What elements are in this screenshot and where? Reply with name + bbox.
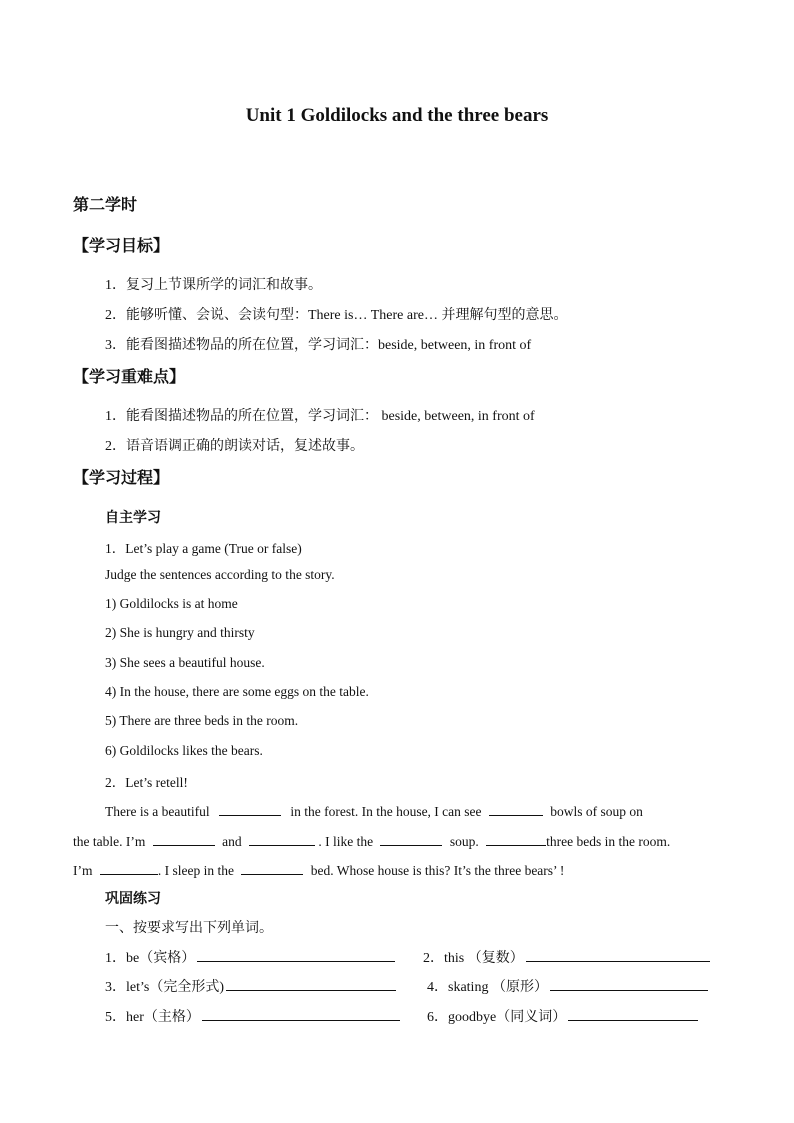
retell-blank[interactable] <box>153 831 215 846</box>
exercise-label: 3．let’s（完全形式) <box>105 980 224 995</box>
answer-line[interactable] <box>526 947 710 962</box>
retell-line-2 <box>73 831 670 850</box>
exercise-item <box>105 947 395 967</box>
exercise-item <box>105 1006 400 1026</box>
answer-line[interactable] <box>226 976 396 991</box>
retell-blank[interactable] <box>219 801 281 816</box>
true-false-sentence: 1) Goldilocks is at home <box>105 596 238 611</box>
exercise-label: 2．this （复数） <box>423 951 524 966</box>
keypoint-item: 1．能看图描述物品的所在位置，学习词汇： beside, between, in front of <box>105 409 535 424</box>
retell-text: and <box>222 834 242 849</box>
answer-line[interactable] <box>568 1006 698 1021</box>
exercise-label: 6．goodbye（同义词） <box>427 1010 567 1025</box>
true-false-sentence: 2) She is hungry and thirsty <box>105 625 255 640</box>
exercise-item <box>105 976 396 996</box>
practice-heading: 巩固练习 <box>105 892 161 907</box>
retell-line-3 <box>73 860 564 879</box>
page-title: Unit 1 Goldilocks and the three bears <box>245 105 549 126</box>
practice-instruction: 一、按要求写出下列单词。 <box>105 921 273 936</box>
exercise-item <box>427 976 708 996</box>
retell-title: 2．Let’s retell! <box>105 775 188 790</box>
retell-blank[interactable] <box>241 860 303 875</box>
retell-text: the table. I’m <box>73 834 146 849</box>
objective-item: 1．复习上节课所学的词汇和故事。 <box>105 278 322 293</box>
retell-text: three beds in the room. <box>546 834 671 849</box>
answer-line[interactable] <box>202 1006 400 1021</box>
retell-text: bowls of soup on <box>550 804 643 819</box>
exercise-label: 5．her（主格） <box>105 1010 200 1025</box>
retell-blank[interactable] <box>489 801 543 816</box>
true-false-sentence: 6) Goldilocks likes the bears. <box>105 743 263 758</box>
exercise-item <box>423 947 710 967</box>
process-heading: 【学习过程】 <box>73 470 170 487</box>
self-study-label: 自主学习 <box>105 511 161 526</box>
objective-item: 3．能看图描述物品的所在位置，学习词汇：beside, between, in front of <box>105 338 532 353</box>
exercise-label: 4．skating （原形） <box>427 980 548 995</box>
true-false-sentence: 3) She sees a beautiful house. <box>105 655 265 670</box>
retell-text: There is a beautiful <box>105 804 210 819</box>
retell-text: soup. <box>449 834 479 849</box>
game-title: 1．Let’s play a game (True or false) <box>105 541 302 556</box>
keypoints-heading: 【学习重难点】 <box>73 369 186 386</box>
retell-text: I’m <box>73 863 93 878</box>
true-false-sentence: 4) In the house, there are some eggs on the table. <box>105 684 369 699</box>
objective-item: 2．能够听懂、会说、会读句型：There is… There are… 并理解句型的意思。 <box>105 308 568 323</box>
retell-blank[interactable] <box>100 860 158 875</box>
exercise-item <box>427 1006 698 1026</box>
retell-blank[interactable] <box>249 831 315 846</box>
retell-blank[interactable] <box>486 831 546 846</box>
retell-text: . I sleep in the <box>157 863 234 878</box>
retell-blank[interactable] <box>380 831 442 846</box>
lesson-label: 第二学时 <box>73 197 138 214</box>
keypoint-item: 2．语音语调正确的朗读对话，复述故事。 <box>105 439 364 454</box>
true-false-sentence: 5) There are three beds in the room. <box>105 713 299 728</box>
retell-text: bed. Whose house is this? It’s the three bears’ ! <box>310 863 565 878</box>
judge-instruction: Judge the sentences according to the story. <box>105 567 335 582</box>
objectives-heading: 【学习目标】 <box>73 238 170 255</box>
exercise-label: 1．be（宾格） <box>105 951 196 966</box>
answer-line[interactable] <box>197 947 395 962</box>
retell-text: . I like the <box>318 834 374 849</box>
retell-text: in the forest. In the house, I can see <box>290 804 482 819</box>
answer-line[interactable] <box>550 976 708 991</box>
retell-line-1 <box>105 801 643 820</box>
